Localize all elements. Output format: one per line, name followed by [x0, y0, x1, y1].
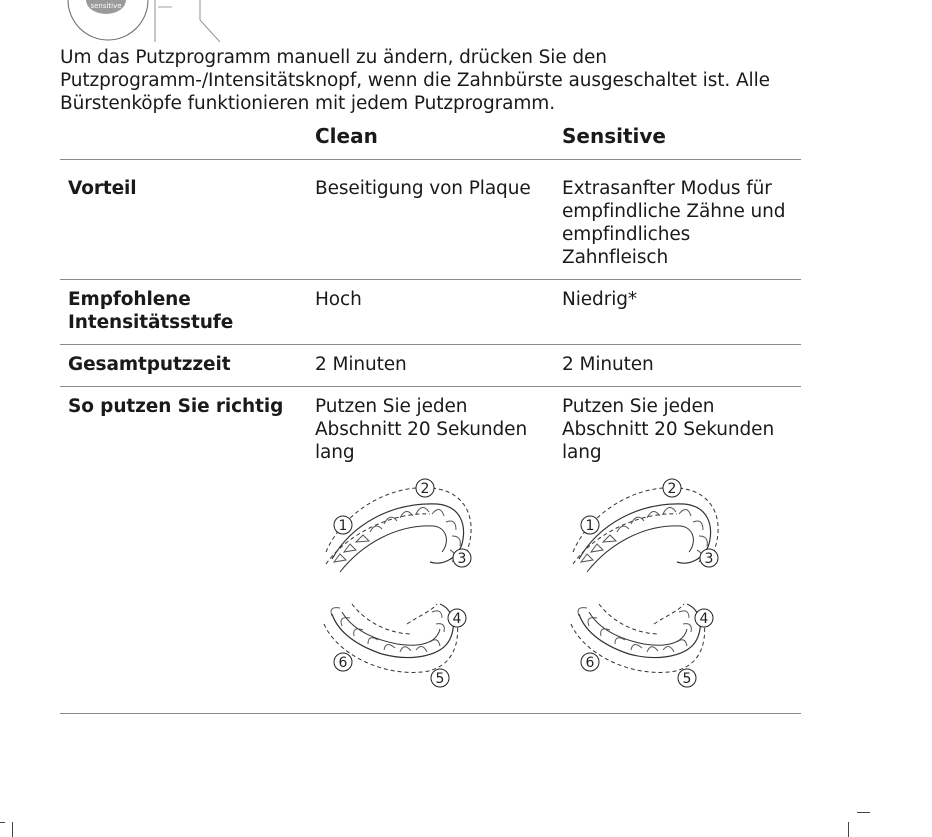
svg-text:4: 4 [452, 611, 462, 627]
row-label: Empfohlene Intensitätsstufe [68, 289, 234, 333]
crop-mark [12, 822, 13, 837]
svg-text:1: 1 [585, 518, 595, 534]
row-label: Gesamtputzzeit [68, 354, 231, 375]
table-bottom-rule [60, 713, 801, 714]
svg-text:2: 2 [420, 481, 430, 497]
svg-text:2: 2 [667, 481, 677, 497]
teeth-section-diagram-sensitive [559, 464, 737, 700]
cell-clean: Hoch [315, 289, 362, 310]
intro-paragraph: Um das Putzprogramm manuell zu ändern, drücken Sie den Putzprogramm-/Intensitätsknopf, wenn die Zahnbürste ausgeschaltet ist. Alle Bürstenköpfe funktionieren mit jedem Putzprogramm. [60, 47, 770, 114]
table-row [60, 344, 801, 387]
cell-sensitive: Putzen Sie jeden Abschnitt 20 Sekunden lang [562, 396, 775, 463]
toothbrush-illustration [60, 0, 230, 42]
cell-clean: Beseitigung von Plaque [315, 178, 531, 199]
cell-sensitive: Niedrig* [562, 289, 638, 310]
svg-text:5: 5 [682, 671, 692, 687]
cell-clean: Putzen Sie jeden Abschnitt 20 Sekunden lang [315, 396, 528, 463]
crop-mark [848, 822, 849, 837]
svg-text:1: 1 [338, 518, 348, 534]
cell-sensitive: Extrasanfter Modus für empfindliche Zähne und empfindliches Zahnfleisch [562, 178, 786, 268]
cell-clean: 2 Minuten [315, 354, 407, 375]
row-label: So putzen Sie richtig [68, 396, 284, 417]
cell-sensitive: 2 Minuten [562, 354, 654, 375]
column-header-sensitive: Sensitive [562, 124, 666, 148]
svg-text:5: 5 [435, 671, 445, 687]
teeth-section-diagram-clean [312, 464, 490, 700]
svg-text:sensitive: sensitive [90, 2, 122, 10]
svg-text:6: 6 [338, 655, 348, 671]
table-row [60, 279, 801, 345]
row-label: Vorteil [68, 178, 137, 199]
svg-text:3: 3 [704, 551, 714, 567]
crop-mark [0, 822, 5, 823]
column-header-clean: Clean [315, 124, 378, 148]
svg-text:3: 3 [457, 551, 467, 567]
svg-text:6: 6 [585, 655, 595, 671]
table-row [60, 159, 801, 280]
svg-text:4: 4 [699, 611, 709, 627]
crop-mark [857, 812, 870, 813]
